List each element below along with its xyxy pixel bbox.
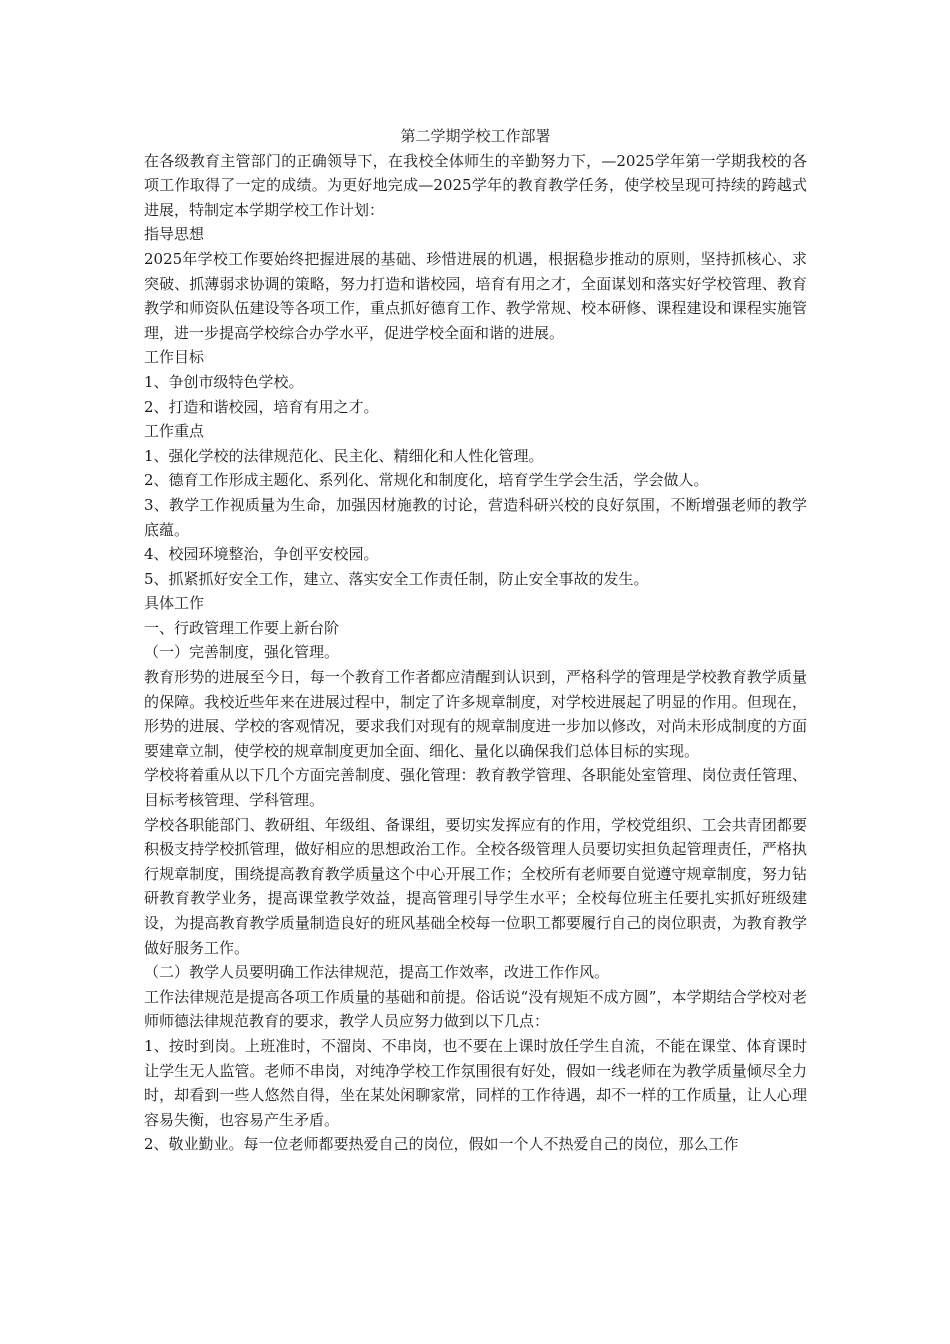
body-paragraph: 学校将着重从以下几个方面完善制度、强化管理：教育教学管理、各职能处室管理、岗位责任管理、目标考核管理、学科管理。 (144, 766, 807, 810)
body-paragraph: 教育形势的进展至今日，每一个教育工作者都应清醒到认识到，严格科学的管理是学校教育教学质量的保障。我校近些年来在进展过程中，制定了许多规章制度，对学校进展起了明显的作用。但现在，形势的进展、学校的客观情况，要求我们对现有的规章制度进一步加以修改，对尚未形成制度的方面要建章立制，使学校的规章制度更加全面、细化、量化以确保我们总体目标的实现。 (144, 668, 807, 760)
goal-item: 2、打造和谐校园，培育有用之才。 (144, 397, 379, 416)
body-paragraph: 工作法律规范是提高各项工作质量的基础和前提。俗话说“没有规矩不成方圆”，本学期结合学校对老师师德法律规范教育的要求，教学人员应努力做到以下几点： (144, 987, 807, 1031)
goal-item: 1、争创市级特色学校。 (144, 372, 304, 391)
focus-item: 1、强化学校的法律规范化、民主化、精细化和人性化管理。 (144, 446, 544, 465)
section-heading-specific-work: 具体工作 (144, 594, 205, 613)
focus-item: 4、校园环境整治，争创平安校园。 (144, 545, 379, 564)
subsection-heading: （一）完善制度，强化管理。 (144, 643, 340, 662)
focus-item: 2、德育工作形成主题化、系列化、常规化和制度化，培育学生学会生活，学会做人。 (144, 471, 709, 490)
focus-item: 5、抓紧抓好安全工作，建立、落实安全工作责任制，防止安全事故的发生。 (144, 569, 649, 588)
section-heading-work-goals: 工作目标 (144, 348, 205, 367)
body-paragraph: 学校各职能部门、教研组、年级组、备课组，要切实发挥应有的作用，学校党组织、工会共青团都要积极支持学校抓管理，做好相应的思想政治工作。全校各级管理人员要切实担负起管理责任，严格执行规章制度，围绕提高教育教学质量这个中心开展工作；全校所有老师要自觉遵守规章制度，努力钻研教育教学业务，提高课堂教学效益，提高管理引导学生水平；全校每位班主任要扎实抓好班级建设，为提高教育教学质量制造良好的班风基础全校每一位职工都要履行自己的岗位职责，为教育教学做好服务工作。 (144, 815, 807, 957)
document-title: 第二学期学校工作部署 (400, 127, 551, 145)
document-page (144, 124, 807, 1157)
subsection-heading: （二）教学人员要明确工作法律规范，提高工作效率，改进工作作风。 (144, 963, 610, 982)
focus-item: 3、教学工作视质量为生命，加强因材施教的讨论，营造科研兴校的良好氛围，不断增强老师的教学底蕴。 (144, 495, 807, 539)
guiding-thought-paragraph: 2025年学校工作要始终把握进展的基础、珍惜进展的机遇，根据稳步推动的原则，坚持抓核心、求突破、抓薄弱求协调的策略，努力打造和谐校园，培育有用之才，全面谋划和落实好学校管理、教育教学和师资队伍建设等各项工作，重点抓好德育工作、教学常规、校本研修、课程建设和课程实施管理，进一步提高学校综合办学水平，促进学校全面和谐的进展。 (144, 249, 807, 342)
section-heading-work-focus: 工作重点 (144, 422, 205, 441)
rule-item: 2、敬业勤业。每一位老师都要热爱自己的岗位，假如一个人不热爱自己的岗位，那么工作 (144, 1135, 739, 1154)
subsection-heading: 一、行政管理工作要上新台阶 (144, 618, 340, 637)
section-heading-guiding-thought: 指导思想 (144, 225, 205, 244)
rule-item: 1、按时到岗。上班准时，不溜岗、不串岗，也不要在上课时放任学生自流，不能在课堂、体育课时让学生无人监管。老师不串岗，对纯净学校工作氛围很有好处，假如一线老师在为教学质量倾尽全力时，却看到一些人悠然自得，坐在某处闲聊家常，同样的工作待遇，却不一样的工作质量，让人心理容易失衡，也容易产生矛盾。 (144, 1036, 807, 1129)
intro-paragraph: 在各级教育主管部门的正确领导下，在我校全体师生的辛勤努力下，—2025学年第一学期我校的各项工作取得了一定的成绩。为更好地完成—2025学年的教育教学任务，使学校呈现可持续的跨越式进展，特制定本学期学校工作计划： (144, 151, 807, 219)
